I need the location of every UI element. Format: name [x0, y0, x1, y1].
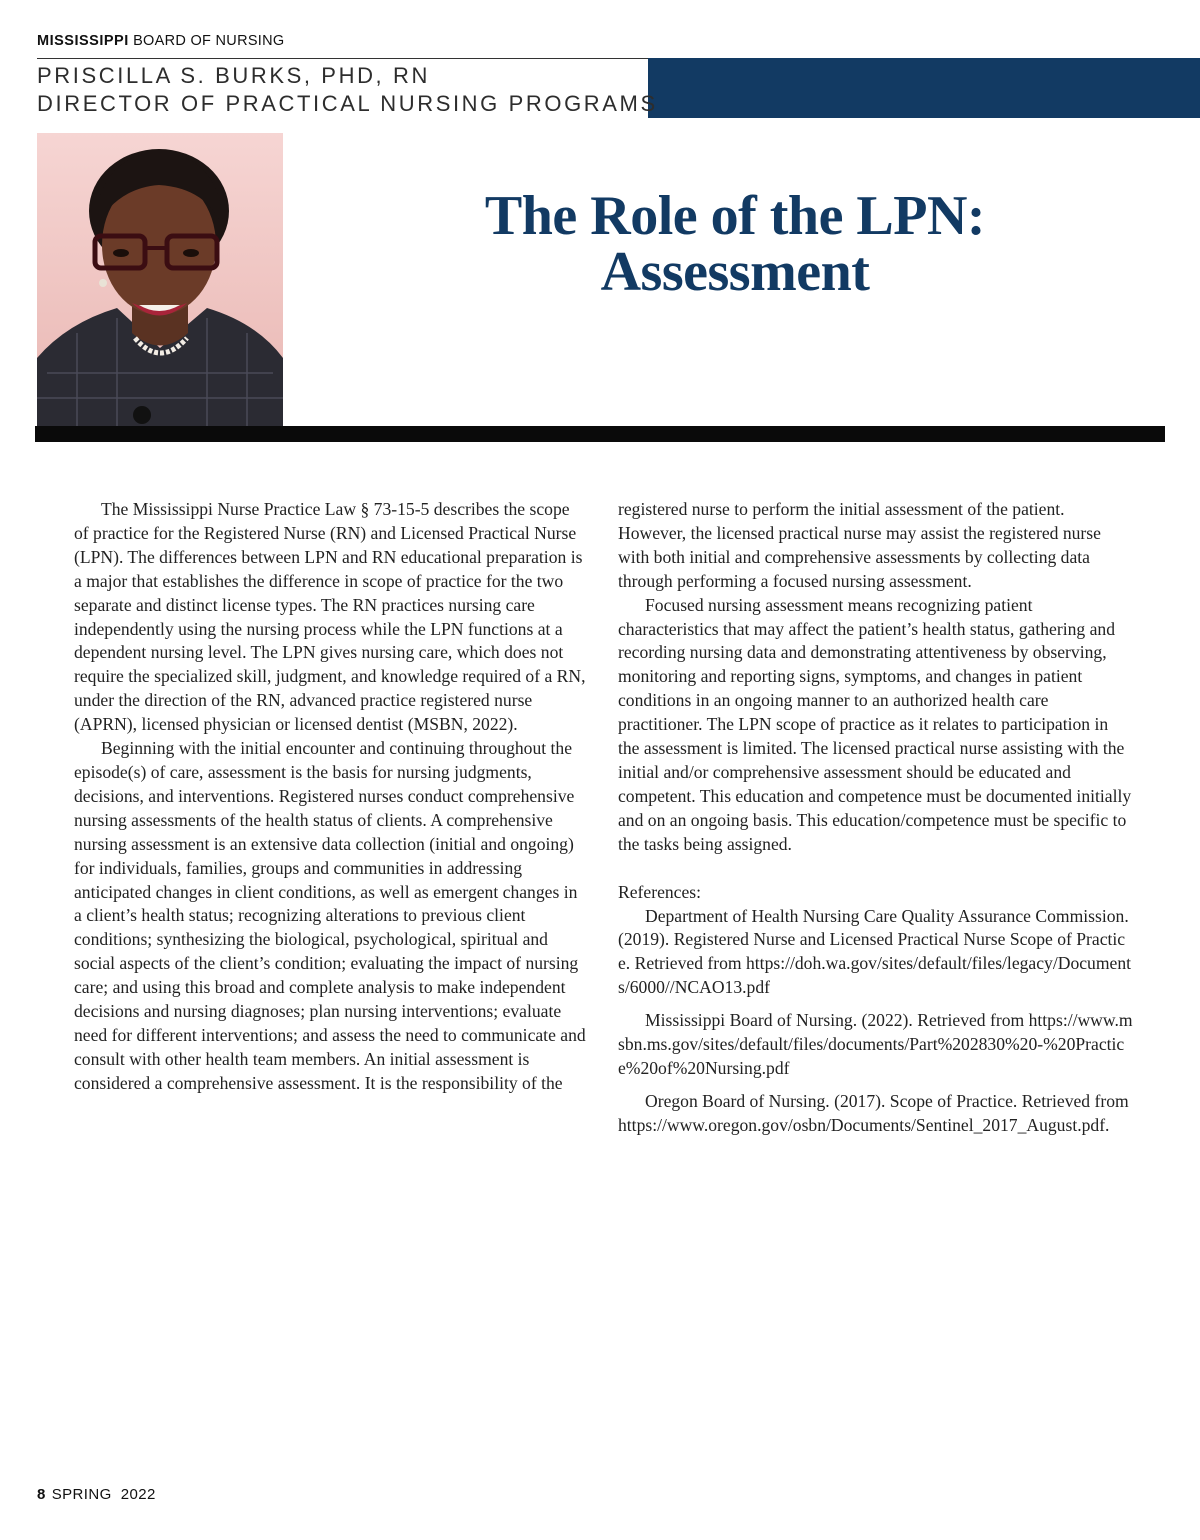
header-rule [37, 58, 649, 59]
author-name: PRISCILLA S. BURKS, PHD, RN [37, 63, 430, 88]
left-column [74, 498, 586, 1096]
reference-item: Oregon Board of Nursing. (2017). Scope of Practice. Retrieved from https://www.oregon.gov/osbn/Documents/Sentinel_2017_August.pdf. [618, 1090, 1129, 1135]
paragraph-2: Beginning with the initial encounter and continuing throughout the episode(s) of care, assessment is the basis for nursing judgments, decisions, and interventions. Registered nurses conduct comprehensive nursing assessments of the health status of clients. A comprehensive nursing assessment is an extensive data collection (initial and ongoing) for individuals, families, groups and communities in addressing anticipated changes in client conditions, as well as emergent changes in a client’s health status; recognizing alterations to previous client conditions; synthesizing the biological, psychological, spiritual and social aspects of the client’s condition; evaluating the impact of nursing care; and using this broad and complete analysis to make independent decisions and nursing diagnoses; plan nursing interventions; evaluate need for different interventions; and assess the need to communicate and consult with other health team members. An initial assessment is considered a comprehensive assessment. It is the responsibility of the [74, 738, 586, 1093]
paragraph-3: Focused nursing assessment means recognizing patient characteristics that may affect the patient’s health status, gathering and recording nursing data and demonstrating attentiveness by observing, monitoring and reporting signs, symptoms, and changes in patient conditions in an ongoing manner to an authorized health care practitioner. The LPN scope of practice as it relates to participation in the assessment is limited. The licensed practical nurse assisting with the initial and/or comprehensive assessment should be educated and competent. This education and competence must be documented initially and on an ongoing basis. This education/competence must be specific to the tasks being assigned. [618, 594, 1132, 854]
title-divider [35, 426, 1165, 442]
page-footer [37, 1486, 156, 1503]
right-column [618, 498, 1133, 1138]
reference-item: Department of Health Nursing Care Quality Assurance Commission. (2019). Registered Nurse and Licensed Practical Nurse Scope of Practice. Retrieved from https://doh.wa.gov/sites/default/files/legacy/Documents/6000//NCAO13.pdf [618, 905, 1132, 998]
masthead-bold: MISSISSIPPI [37, 33, 129, 49]
reference-item: Mississippi Board of Nursing. (2022). Retrieved from https://www.msbn.ms.gov/sites/default/files/documents/Part%202830%20-%20Practice%20of%20Nursing.pdf [618, 1010, 1133, 1078]
article-title [380, 185, 1090, 303]
header-blue-bar [648, 58, 1200, 118]
author-photo [37, 133, 283, 427]
title-line-2: Assessment [600, 241, 870, 303]
author-block [37, 62, 658, 118]
issue-label: SPRING 2022 [51, 1486, 156, 1503]
author-position: DIRECTOR OF PRACTICAL NURSING PROGRAMS [37, 91, 658, 116]
page-number: 8 [37, 1486, 46, 1503]
paragraph-1: The Mississippi Nurse Practice Law § 73-15-5 describes the scope of practice for the Registered Nurse (RN) and Licensed Practical Nurse (LPN). The differences between LPN and RN educational preparation is a major that establishes the difference in scope of practice for the two separate and distinct license types. The RN practices nursing care independently using the nursing process while the LPN functions at a dependent nursing level. The LPN gives nursing care, which does not require the specialized skill, judgment, and knowledge required of a RN, under the direction of the RN, advanced practice registered nurse (APRN), licensed physician or licensed dentist (MSBN, 2022). [74, 499, 586, 735]
masthead-rest: BOARD OF NURSING [128, 33, 285, 49]
references-heading: References: [618, 881, 702, 902]
portrait-illustration [37, 133, 283, 427]
paragraph-2-continued: registered nurse to perform the initial assessment of the patient. However, the licensed practical nurse may assist the registered nurse with both initial and comprehensive assessments by collecting data through performing a focused nursing assessment. [618, 499, 1101, 591]
masthead [37, 33, 284, 49]
title-line-1: The Role of the LPN: [484, 185, 986, 247]
